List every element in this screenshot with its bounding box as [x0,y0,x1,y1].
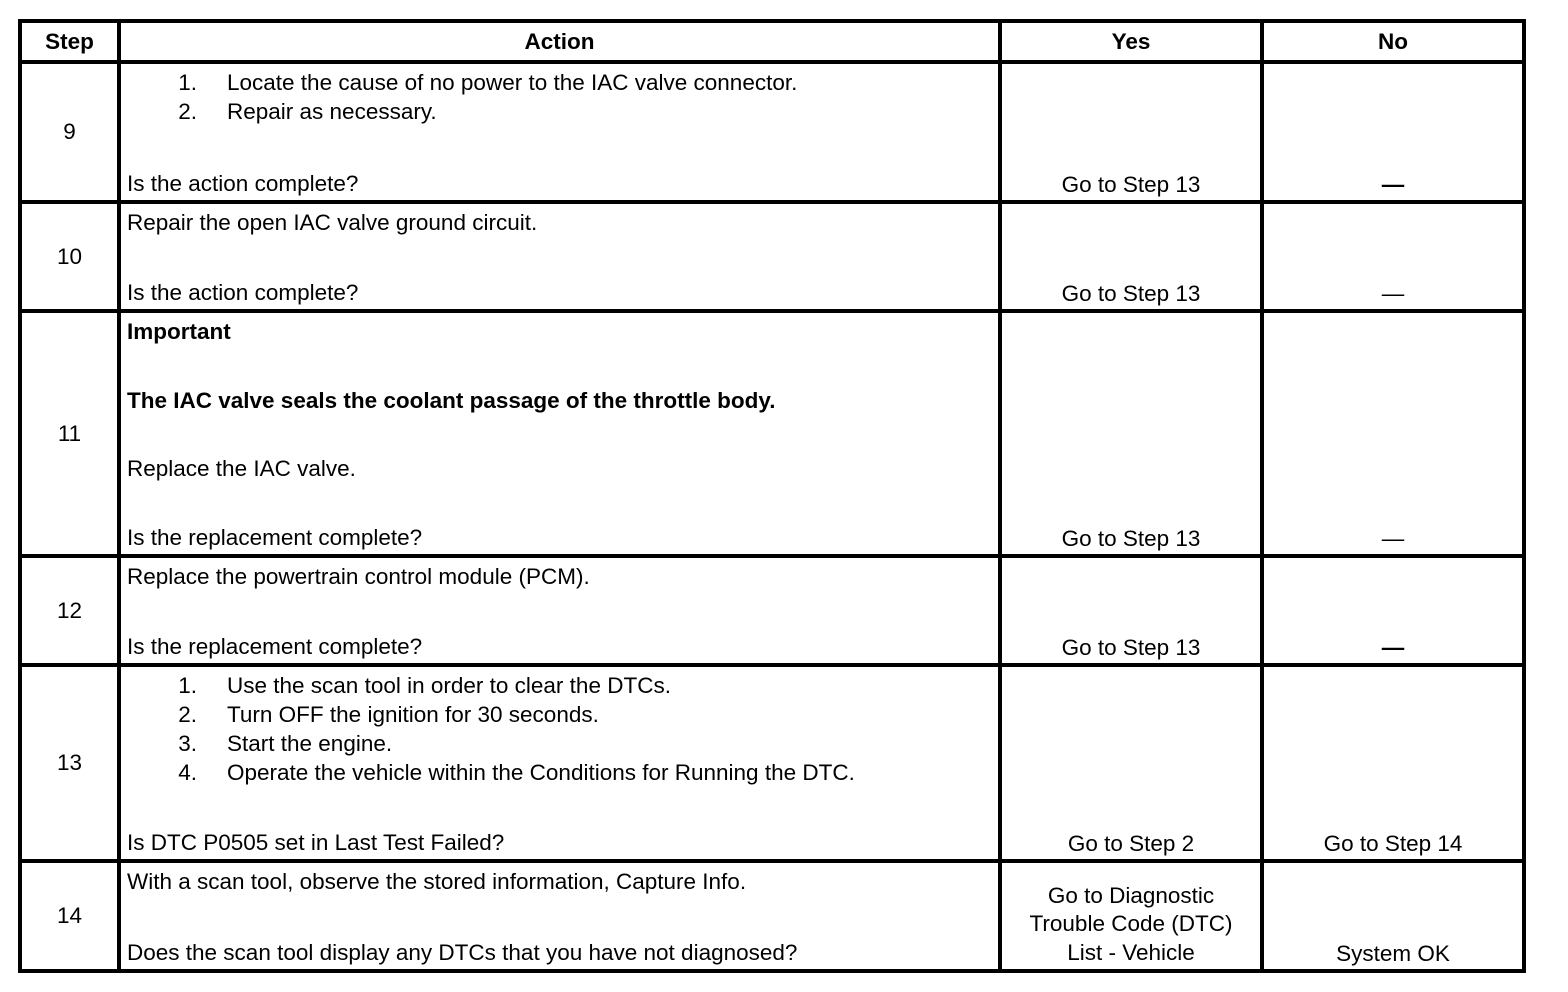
table-row [20,311,1524,556]
dash: — [1381,635,1405,660]
step-number: 13 [20,665,119,861]
table-row [20,665,1524,861]
yes-line: Go to Diagnostic [1047,882,1215,908]
action-text: Replace the powertrain control module (PCM). [127,564,590,589]
step-number: 11 [20,311,119,556]
no-result [1262,202,1524,311]
question-text: Is the replacement complete? [127,524,423,550]
no-result [1262,311,1524,556]
list-item: 2. Repair as necessary. [178,99,437,124]
list-item: 3. Start the engine. [178,731,393,756]
yes-result [1000,861,1262,971]
action-text: Repair the open IAC valve ground circuit. [127,210,538,235]
action-cell [119,556,1000,665]
step-number: 10 [20,202,119,311]
step-number: 12 [20,556,119,665]
yes-result: Go to Step 13 [1000,311,1262,556]
action-list [127,68,992,126]
yes-result: Go to Step 2 [1000,665,1262,861]
important-label: Important [127,319,231,344]
list-item: 2. Turn OFF the ignition for 30 seconds. [178,702,599,727]
action-cell [119,202,1000,311]
table-row [20,202,1524,311]
table-row [20,62,1524,202]
dash: — [1381,526,1405,551]
question-text: Is the replacement complete? [127,634,423,659]
yes-result: Go to Step 13 [1000,62,1262,202]
action-text: With a scan tool, observe the stored information, Capture Info. [127,869,747,894]
step-number: 9 [20,62,119,202]
yes-line: Trouble Code (DTC) [1029,911,1233,936]
header-no: No [1262,21,1524,62]
list-item: 1. Locate the cause of no power to the IAC valve connector. [178,70,798,95]
header-action: Action [119,21,1000,62]
table-row [20,861,1524,971]
question-text: Is DTC P0505 set in Last Test Failed? [127,830,505,855]
action-cell [119,311,1000,556]
question-text: Is the action complete? [127,171,359,196]
list-item: 4. Operate the vehicle within the Conditions for Running the DTC. [178,760,855,785]
question-text: Is the action complete? [127,280,359,305]
header-row [20,21,1524,62]
important-text: The IAC valve seals the coolant passage of the throttle body. [127,387,776,413]
diagnostic-table [18,19,1526,973]
header-yes: Yes [1000,21,1262,62]
action-cell [119,62,1000,202]
no-result [1262,556,1524,665]
action-cell [119,861,1000,971]
no-result [1262,62,1524,202]
yes-result: Go to Step 13 [1000,202,1262,311]
table-row [20,556,1524,665]
dash: — [1381,281,1405,306]
action-list [127,671,992,787]
yes-line: List - Vehicle [1067,939,1195,965]
header-step: Step [20,21,119,62]
dash: — [1381,172,1405,197]
step-number: 14 [20,861,119,971]
question-text: Does the scan tool display any DTCs that you have not diagnosed? [127,940,798,965]
action-cell [119,665,1000,861]
no-result: Go to Step 14 [1262,665,1524,861]
yes-result: Go to Step 13 [1000,556,1262,665]
action-text: Replace the IAC valve. [127,456,356,482]
list-item: 1. Use the scan tool in order to clear the DTCs. [178,673,671,698]
no-result: System OK [1262,861,1524,971]
